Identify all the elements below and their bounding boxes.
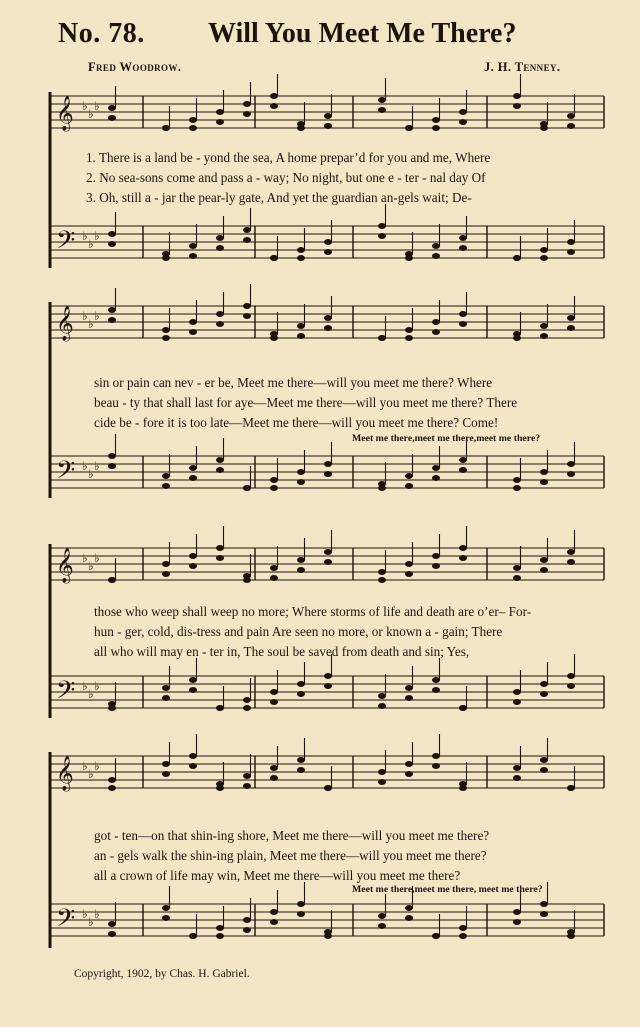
note-head	[459, 321, 467, 327]
note-head	[243, 237, 251, 243]
note-head	[540, 567, 548, 573]
note-head	[297, 757, 305, 763]
note-head	[297, 333, 305, 339]
note-head	[108, 577, 116, 583]
flat-icon: ♭	[82, 551, 88, 565]
clef-icon: 𝄢	[56, 456, 76, 491]
note-head	[216, 785, 224, 791]
note-head	[216, 457, 224, 463]
note-head	[324, 471, 332, 477]
note-head	[189, 243, 197, 249]
note-head	[162, 571, 170, 577]
note-head	[378, 569, 386, 575]
note-head	[270, 765, 278, 771]
note-head	[459, 545, 467, 551]
note-head	[270, 103, 278, 109]
note-head	[243, 773, 251, 779]
note-head	[243, 227, 251, 233]
composer-credit: J. H. Tenney.	[484, 60, 561, 74]
note-head	[405, 771, 413, 777]
note-head	[189, 475, 197, 481]
clef-icon: 𝄢	[56, 676, 76, 711]
note-head	[162, 761, 170, 767]
note-head	[270, 335, 278, 341]
flat-icon: ♭	[94, 907, 100, 921]
note-head	[243, 697, 251, 703]
note-head	[162, 125, 170, 131]
flat-icon: ♭	[82, 99, 88, 113]
note-head	[189, 117, 197, 123]
note-head	[378, 703, 386, 709]
note-head	[324, 461, 332, 467]
note-head	[405, 571, 413, 577]
lyric-verse3-line2: cide be - fore it is too late—Meet me there—will you meet me there? Come!	[94, 415, 499, 430]
lyric-verse1-line4: got - ten—on that shin-ing shore, Meet me there—will you meet me there?	[94, 828, 490, 843]
note-head	[378, 779, 386, 785]
note-head	[324, 785, 332, 791]
note-head	[216, 119, 224, 125]
note-head	[162, 685, 170, 691]
note-head	[270, 565, 278, 571]
note-head	[405, 473, 413, 479]
staff-system-4-treble	[0, 752, 640, 802]
note-head	[567, 471, 575, 477]
system-bracket-1	[0, 92, 60, 272]
note-head	[324, 239, 332, 245]
clef-icon: 𝄞	[56, 306, 74, 341]
note-head	[243, 303, 251, 309]
note-head	[108, 777, 116, 783]
note-head	[216, 467, 224, 473]
clef-icon: 𝄞	[56, 96, 74, 131]
note-head	[567, 673, 575, 679]
note-head	[108, 463, 116, 469]
note-head	[378, 107, 386, 113]
note-head	[378, 693, 386, 699]
lyric-verse2-line4: an - gels walk the shin-ing plain, Meet me there—will you meet me there?	[94, 848, 487, 863]
note-head	[540, 681, 548, 687]
note-head	[297, 125, 305, 131]
staff-system-2-treble	[0, 302, 640, 352]
note-head	[324, 249, 332, 255]
note-head	[324, 325, 332, 331]
note-head	[378, 335, 386, 341]
note-head	[243, 577, 251, 583]
note-head	[108, 705, 116, 711]
note-head	[567, 933, 575, 939]
note-head	[162, 915, 170, 921]
hymn-title: Will You Meet Me There?	[208, 18, 517, 49]
note-head	[108, 785, 116, 791]
staff-system-3-bass	[0, 672, 640, 722]
note-head	[432, 933, 440, 939]
hymn-number: No. 78.	[58, 18, 145, 49]
note-head	[513, 255, 521, 261]
note-head	[270, 485, 278, 491]
note-head	[405, 327, 413, 333]
note-head	[459, 235, 467, 241]
note-head	[459, 245, 467, 251]
lyric-verse3-line1: 3. Oh, still a - jar the pear-ly gate, And yet the guardian an-gels wait; De-	[86, 190, 472, 205]
note-head	[270, 909, 278, 915]
note-head	[324, 123, 332, 129]
note-head	[378, 233, 386, 239]
note-head	[108, 231, 116, 237]
note-head	[432, 319, 440, 325]
flat-icon: ♭	[82, 907, 88, 921]
note-head	[540, 479, 548, 485]
note-head	[459, 457, 467, 463]
note-head	[567, 113, 575, 119]
note-head	[513, 909, 521, 915]
note-head	[432, 553, 440, 559]
system-bracket-3	[0, 544, 60, 724]
note-head	[540, 691, 548, 697]
note-head	[432, 117, 440, 123]
note-head	[459, 109, 467, 115]
note-head	[540, 911, 548, 917]
note-head	[540, 255, 548, 261]
note-head	[405, 335, 413, 341]
note-head	[459, 311, 467, 317]
note-head	[108, 241, 116, 247]
note-head	[567, 315, 575, 321]
note-head	[108, 921, 116, 927]
flat-icon: ♭	[82, 309, 88, 323]
note-head	[324, 315, 332, 321]
system-bracket-4	[0, 752, 60, 952]
note-head	[270, 689, 278, 695]
note-head	[432, 243, 440, 249]
note-head	[162, 483, 170, 489]
note-head	[108, 317, 116, 323]
note-head	[324, 683, 332, 689]
note-head	[405, 561, 413, 567]
note-head	[297, 323, 305, 329]
clef-icon: 𝄞	[56, 548, 74, 583]
clef-icon: 𝄞	[56, 756, 74, 791]
note-head	[162, 327, 170, 333]
note-head	[405, 255, 413, 261]
note-head	[324, 673, 332, 679]
note-head	[189, 553, 197, 559]
note-head	[189, 563, 197, 569]
note-head	[459, 925, 467, 931]
note-head	[189, 753, 197, 759]
lyric-verse1-line2: sin or pain can nev - er be, Meet me there—will you meet me there? Where	[94, 375, 493, 390]
note-head	[432, 475, 440, 481]
note-head	[216, 705, 224, 711]
note-head	[243, 705, 251, 711]
note-head	[405, 125, 413, 131]
note-head	[567, 549, 575, 555]
note-head	[216, 245, 224, 251]
note-head	[270, 477, 278, 483]
note-head	[567, 325, 575, 331]
note-head	[513, 765, 521, 771]
note-head	[108, 105, 116, 111]
note-head	[432, 465, 440, 471]
note-head	[432, 687, 440, 693]
note-head	[216, 235, 224, 241]
note-head	[189, 933, 197, 939]
note-head	[513, 689, 521, 695]
lyric-verse3-line3: all who will may en - ter in, The soul be saved from death and sin; Yes,	[94, 644, 470, 659]
note-head	[297, 691, 305, 697]
flat-icon: ♭	[88, 767, 94, 781]
note-head	[297, 469, 305, 475]
note-head	[513, 575, 521, 581]
note-head	[432, 753, 440, 759]
refrain-echo-2: Meet me there,meet me there, meet me there?	[352, 884, 543, 895]
note-head	[216, 925, 224, 931]
note-head	[297, 901, 305, 907]
note-head	[540, 247, 548, 253]
note-head	[270, 255, 278, 261]
flat-icon: ♭	[94, 679, 100, 693]
note-head	[243, 783, 251, 789]
note-head	[432, 677, 440, 683]
note-head	[540, 757, 548, 763]
note-head	[216, 311, 224, 317]
note-head	[270, 919, 278, 925]
flat-icon: ♭	[94, 759, 100, 773]
note-head	[540, 323, 548, 329]
note-head	[297, 479, 305, 485]
note-head	[405, 685, 413, 691]
note-head	[378, 223, 386, 229]
copyright-notice: Copyright, 1902, by Chas. H. Gabriel.	[74, 968, 250, 980]
lyric-verse1-line3: those who weep shall weep no more; Where storms of life and death are o’er– For-	[94, 604, 532, 619]
note-head	[297, 247, 305, 253]
note-head	[270, 575, 278, 581]
note-head	[162, 473, 170, 479]
lyricist-credit: Fred Woodrow.	[88, 60, 182, 74]
flat-icon: ♭	[82, 229, 88, 243]
lyric-verse1-line1: 1. There is a land be - yond the sea, A home prepar’d for you and me, Where	[86, 150, 491, 165]
note-head	[324, 559, 332, 565]
note-head	[378, 769, 386, 775]
flat-icon: ♭	[82, 759, 88, 773]
note-head	[243, 917, 251, 923]
flat-icon: ♭	[88, 467, 94, 481]
note-head	[567, 249, 575, 255]
flat-icon: ♭	[82, 679, 88, 693]
flat-icon: ♭	[88, 559, 94, 573]
note-head	[405, 695, 413, 701]
note-head	[432, 125, 440, 131]
note-head	[162, 561, 170, 567]
note-head	[108, 307, 116, 313]
note-head	[567, 785, 575, 791]
flat-icon: ♭	[88, 107, 94, 121]
note-head	[459, 555, 467, 561]
note-head	[189, 677, 197, 683]
note-head	[162, 335, 170, 341]
note-head	[216, 545, 224, 551]
note-head	[513, 919, 521, 925]
note-head	[540, 901, 548, 907]
note-head	[459, 705, 467, 711]
note-head	[378, 485, 386, 491]
flat-icon: ♭	[94, 99, 100, 113]
note-head	[189, 465, 197, 471]
note-head	[297, 567, 305, 573]
note-head	[216, 933, 224, 939]
note-head	[513, 699, 521, 705]
note-head	[189, 687, 197, 693]
note-head	[243, 313, 251, 319]
staff-system-4-bass	[0, 900, 640, 950]
flat-icon: ♭	[94, 459, 100, 473]
note-head	[270, 93, 278, 99]
note-head	[567, 683, 575, 689]
note-head	[297, 911, 305, 917]
note-head	[432, 253, 440, 259]
note-head	[216, 109, 224, 115]
note-head	[405, 483, 413, 489]
system-bracket-2	[0, 302, 60, 502]
flat-icon: ♭	[94, 551, 100, 565]
note-head	[432, 329, 440, 335]
note-head	[405, 915, 413, 921]
note-head	[378, 913, 386, 919]
note-head	[297, 557, 305, 563]
flat-icon: ♭	[94, 229, 100, 243]
note-head	[162, 905, 170, 911]
note-head	[162, 695, 170, 701]
note-head	[189, 319, 197, 325]
note-head	[162, 771, 170, 777]
lyric-verse3-line4: all a crown of life may win, Meet me there—will you meet me there?	[94, 868, 461, 883]
note-head	[108, 931, 116, 937]
flat-icon: ♭	[88, 317, 94, 331]
note-head	[243, 927, 251, 933]
note-head	[513, 93, 521, 99]
note-head	[540, 469, 548, 475]
note-head	[189, 763, 197, 769]
note-head	[189, 329, 197, 335]
note-head	[405, 761, 413, 767]
staff-system-1-bass	[0, 222, 640, 272]
note-head	[567, 559, 575, 565]
flat-icon: ♭	[88, 687, 94, 701]
note-head	[378, 577, 386, 583]
note-head	[378, 97, 386, 103]
note-head	[513, 565, 521, 571]
flat-icon: ♭	[88, 915, 94, 929]
note-head	[540, 557, 548, 563]
note-head	[459, 467, 467, 473]
flat-icon: ♭	[88, 237, 94, 251]
note-head	[432, 763, 440, 769]
note-head	[216, 555, 224, 561]
note-head	[189, 125, 197, 131]
note-head	[567, 123, 575, 129]
note-head	[324, 549, 332, 555]
note-head	[243, 101, 251, 107]
note-head	[540, 767, 548, 773]
note-head	[513, 103, 521, 109]
note-head	[108, 115, 116, 121]
note-head	[513, 775, 521, 781]
note-head	[513, 335, 521, 341]
note-head	[459, 933, 467, 939]
note-head	[459, 785, 467, 791]
note-head	[162, 255, 170, 261]
flat-icon: ♭	[82, 459, 88, 473]
clef-icon: 𝄢	[56, 226, 76, 261]
staff-system-3-treble	[0, 544, 640, 594]
staff-system-1-treble	[0, 92, 640, 142]
note-head	[189, 253, 197, 259]
note-head	[540, 333, 548, 339]
note-head	[459, 119, 467, 125]
note-head	[270, 699, 278, 705]
staff-system-2-bass	[0, 452, 640, 502]
note-head	[216, 321, 224, 327]
note-head	[405, 905, 413, 911]
clef-icon: 𝄢	[56, 904, 76, 939]
note-head	[567, 239, 575, 245]
lyric-verse2-line2: beau - ty that shall last for aye—Meet me there—will you meet me there? There	[94, 395, 518, 410]
lyric-verse2-line1: 2. No sea-sons come and pass a - way; No night, but one e - ter - nal day Of	[86, 170, 486, 185]
note-head	[297, 767, 305, 773]
note-head	[243, 485, 251, 491]
note-head	[297, 681, 305, 687]
note-head	[324, 113, 332, 119]
note-head	[324, 933, 332, 939]
note-head	[540, 125, 548, 131]
flat-icon: ♭	[94, 309, 100, 323]
refrain-echo-1: Meet me there,meet me there,meet me there?	[352, 433, 541, 444]
note-head	[513, 485, 521, 491]
note-head	[432, 563, 440, 569]
lyric-verse2-line3: hun - ger, cold, dis-tress and pain Are seen no more, or known a - gain; There	[94, 624, 503, 639]
note-head	[108, 453, 116, 459]
note-head	[243, 111, 251, 117]
note-head	[513, 477, 521, 483]
note-head	[270, 775, 278, 781]
note-head	[567, 461, 575, 467]
note-head	[297, 255, 305, 261]
note-head	[378, 923, 386, 929]
